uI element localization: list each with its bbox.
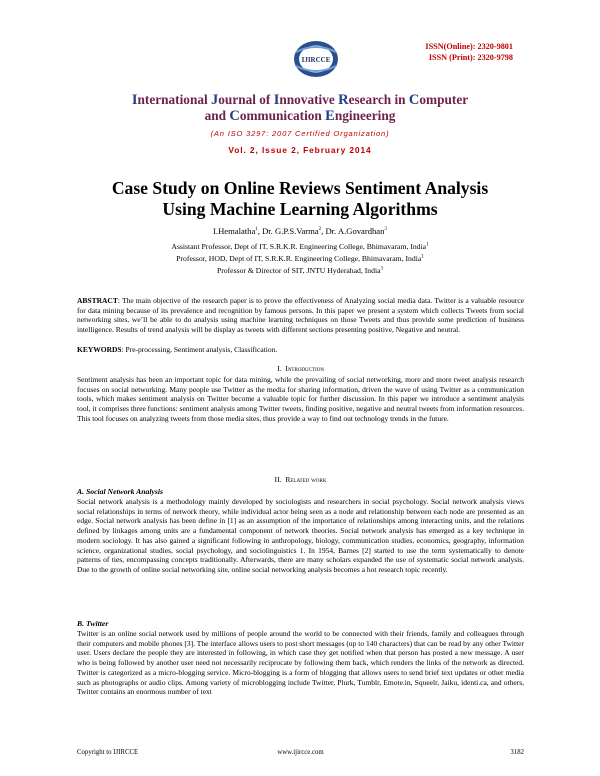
- social-network-analysis-text: Social network analysis is a methodology mainly developed by sociologists and researchers in social psychology. Social network analysis views social relationships in terms of network theory, while individual actor being seen as a node and relationship between each node are presented as an edge. Social network analysis has been define in [1] as an assumption of the importance of relationships among interacting units, and the relations defined by linkages among units are a fundamental component of network theories. Social network analysis has emerged as a key technique in modern sociology. It has also gained a significant following in anthropology, biology, communication studies, economics, geography, information science, organizational studies, social psychology, and sociolinguistics 1. In 1954, Barnes [2] started to use the term systematically to denote patterns of ties, encompassing concepts traditionally. Afterwards, there are many scholars expanded the use of systematic social network analysis. Due to the growth of online social networking site, online social networking analysis becomes a hot research topic recently.: [77, 497, 524, 575]
- logo-text: IJIRCCE: [301, 56, 331, 64]
- section-heading-related-work: II. Related work: [274, 475, 327, 484]
- footer-url: www.ijircce.com: [277, 749, 324, 756]
- issn-block: [425, 41, 513, 63]
- abstract: [77, 296, 524, 335]
- introduction-text: Sentiment analysis has been an important topic for data mining, while the prevailing of social networking, more and more tweet analysis research focuses on social networking. Many people use Twitter as the media for sharing information, driven the wave of using Twitter as a communication tools, which makes sentiment analysis on Twitter become a valuable topic for further discussion. In this paper we introduce a sentiment analysis tool, it comprises three functions: sentiment analysis among Twitter tweets, finding positive, negative and neutral tweets from information resources. This tool focuses on analyzing tweets from those media sites, thus provide a way to find out technology trends in the future.: [77, 375, 524, 423]
- issn-print: ISSN (Print): 2320-9798: [428, 53, 513, 62]
- issn-online: ISSN(Online): 2320-9801: [425, 42, 513, 51]
- subsection-heading-social-network-analysis: A. Social Network Analysis: [77, 487, 163, 496]
- affiliation-2: Professor, HOD, Dept of IT, S.R.K.R. Engineering College, Bhimavaram, India$^1$: [176, 254, 424, 264]
- certification-line: (An ISO 3297: 2007 Certified Organization): [210, 129, 390, 138]
- footer-copyright: Copyright to IJIRCCE: [77, 749, 139, 756]
- twitter-text: Twitter is an online social network used by millions of people around the world to be connected with their friends, family and colleagues through their computers and mobile phones [3]. The interface allows users to post short messages (up to 140 characters) that can be read by any other Twitter user. Users declare the people they are interested in following, in which case they get notified when that person has posted a new message. A user who is being followed by another user need not necessarily reciprocate by following them back, which renders the links of the network as directed. Twitter is categorized as a micro-blogging service. Micro-blogging is a form of blogging that allows users to send brief text updates or other media such as photographs or audio clips. Among variety of microblogging include Twitter, Plurk, Tumblr, Emote.in, Squeelr, Jaiku, identi.ca, and others, Twitter contains an enormous number of text: [77, 629, 524, 697]
- paper-title-line2: Using Machine Learning Algorithms: [162, 199, 438, 219]
- section-heading-introduction: I. Introduction: [277, 364, 324, 373]
- journal-title: [40, 92, 560, 124]
- paper-title: [40, 178, 560, 220]
- footer-page-number: 3182: [510, 749, 524, 756]
- authors: I.Hemalatha$^1$, Dr. G.P.S.Varma$^2$, Dr. A.Govardhan$^3$: [213, 226, 387, 236]
- abstract-text: : The main objective of the research paper is to prove the effectiveness of Analyzing social media data. Twitter is a valuable resource for data mining because of its prevalence and recognition by famous persons. In this paper we present a system which collects Tweets from social networking sites, we’ll be able to do analysis using machine learning techniques on those Tweets and thus provide some prediction of business intelligence. Results of trend analysis will be display as tweets with different sections presenting positive, Negative and neutral.: [77, 296, 524, 335]
- paper-title-line1: Case Study on Online Reviews Sentiment Analysis: [111, 178, 489, 198]
- subsection-heading-twitter: B. Twitter: [77, 619, 109, 628]
- volume-issue: Vol. 2, Issue 2, February 2014: [228, 145, 372, 155]
- affiliation-1: Assistant Professor, Dept of IT, S.R.K.R. Engineering College, Bhimavaram, India$^1$: [171, 242, 429, 251]
- abstract-label: ABSTRACT: [77, 296, 118, 305]
- keywords-label: KEYWORDS: [77, 345, 122, 354]
- journal-logo: [290, 38, 342, 80]
- keywords-text: : Pre-processing, Sentiment analysis, Classification.: [121, 345, 278, 354]
- keywords: [77, 345, 524, 355]
- affiliations: [0, 241, 600, 278]
- journal-title-line1: International Journal of Innovative Research in Computer: [131, 92, 469, 108]
- journal-title-line2: and Communication Engineering: [204, 108, 396, 124]
- affiliation-3: Professor & Director of SIT, JNTU Hyderahad, India$^3$: [216, 266, 384, 276]
